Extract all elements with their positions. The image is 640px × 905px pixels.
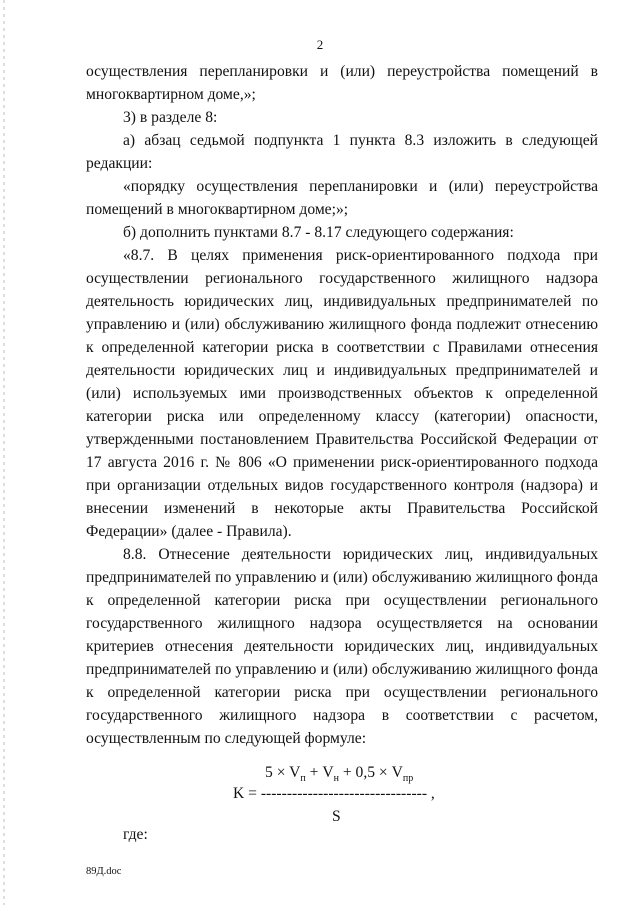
paragraph-item-b: б) дополнить пунктами 8.7 - 8.17 следующего содержания: bbox=[123, 224, 514, 241]
paragraph-8-8: 8.8. Отнесение деятельности юридических лиц, индивидуальных предпринимателей по управлению и (или) обслуживанию жилищного фонда к определенной категории риска при осуществлении регионального государственного жилищного надзора осуществляется на основании критериев отнесения деятельности юридических лиц, индивидуальных предпринимателей по управлению и (или) обслуживанию жилищного фонда к определенной категории риска при осуществлении регионального государственного жилищного надзора в соответствии с расчетом, осуществленным по следующей формуле: bbox=[86, 546, 598, 747]
where-label: где: bbox=[123, 826, 148, 843]
paragraph-continuation: осуществления перепланировки и (или) переустройства помещений в многоквартирном доме,»; bbox=[86, 63, 598, 103]
formula-numerator: $5 \times V_п + V_н + 0,5 \times V_{пр}$ bbox=[265, 764, 414, 785]
paragraph-quoted-text: «порядку осуществления перепланировки и (или) переустройства помещений в многоквартирном доме;»; bbox=[86, 178, 598, 218]
footer-filename: 89Д.doc bbox=[86, 866, 122, 877]
paragraph-8-7: «8.7. В целях применения риск-ориентированного подхода при осуществлении регионального государственного жилищного надзора деятельность юридических лиц, индивидуальных предпринимателей по управлению и (или) обслуживанию жилищного фонда подлежит отнесению к определенной категории риска в соответствии с Правилами отнесения деятельности юридических лиц и индивидуальных предпринимателей и (или) используемых ими производственных объектов к определенной категории риска или определенному классу (категории) опасности, утвержденными постановлением Правительства Российской Федерации от 17 августа 2016 г. № 806 «О применении риск-ориентированного подхода при организации отдельных видов государственного контроля (надзора) и внесении изменений в некоторые акты Правительства Российской Федерации» (далее - Правила). bbox=[86, 247, 598, 540]
formula-fraction-line: K = -------------------------------- , bbox=[233, 785, 435, 802]
document-body bbox=[86, 60, 598, 750]
paragraph-item-a: а) абзац седьмой подпункта 1 пункта 8.3 изложить в следующей редакции: bbox=[86, 132, 598, 172]
formula-denominator: S bbox=[332, 808, 341, 825]
page-number: 2 bbox=[316, 37, 324, 52]
scan-edge-mark bbox=[3, 0, 5, 905]
paragraph-section-8: 3) в разделе 8: bbox=[123, 109, 218, 126]
